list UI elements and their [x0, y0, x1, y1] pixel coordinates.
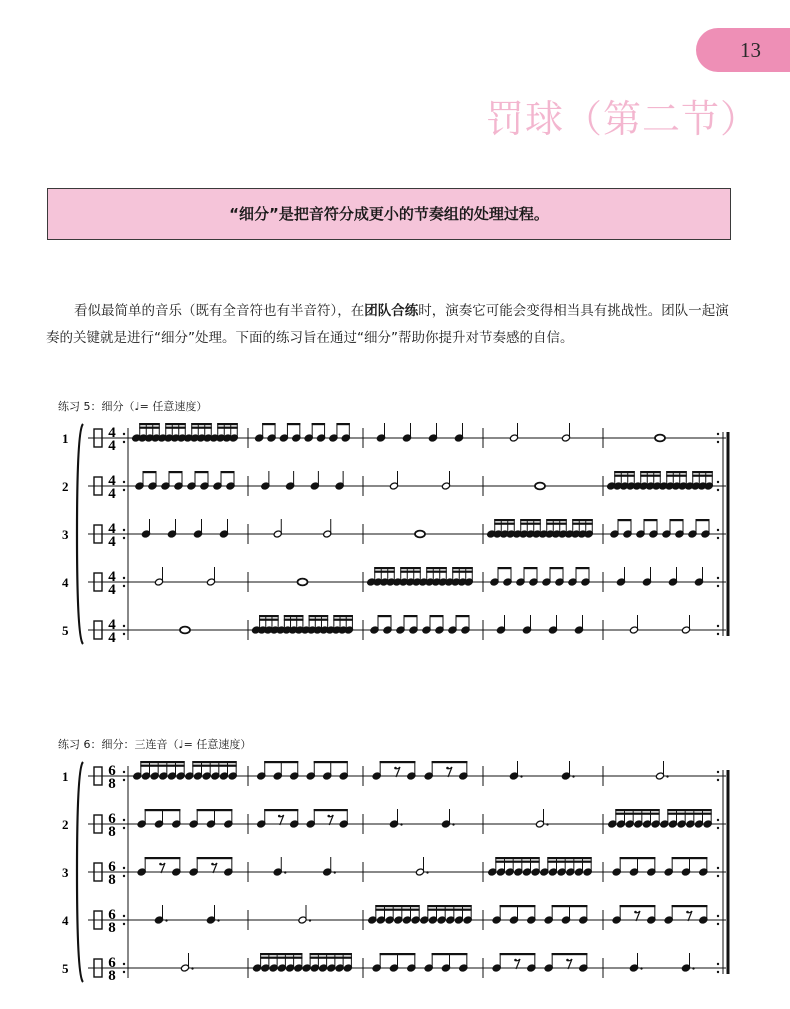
beam: [572, 519, 593, 521]
beam: [672, 905, 708, 907]
eighth-rest-dot: [211, 863, 214, 866]
beam: [221, 471, 235, 473]
augmentation-dot: [692, 967, 694, 969]
beam: [670, 519, 684, 521]
repeat-dot: [123, 537, 125, 539]
repeat-dot: [123, 585, 125, 587]
beam: [546, 519, 567, 521]
beam: [375, 905, 419, 907]
repeat-dot: [123, 441, 125, 443]
beam: [333, 619, 353, 621]
repeat-dot: [123, 971, 125, 973]
part-number: 3: [62, 865, 69, 880]
time-signature-top: 6: [108, 955, 116, 971]
staff-row-1: [62, 423, 726, 454]
repeat-dot: [717, 779, 719, 781]
augmentation-dot: [572, 775, 574, 777]
repeat-dot: [717, 441, 719, 443]
staff-row-2: [62, 471, 726, 502]
beam: [692, 471, 713, 473]
beam: [191, 423, 212, 425]
beam: [400, 571, 421, 573]
page-number-badge: [696, 28, 790, 72]
repeat-dot: [123, 827, 125, 829]
augmentation-dot: [165, 919, 167, 921]
intro-text-1: 看似最简单的音乐（既有全音符也有半音符），在: [74, 302, 365, 319]
beam: [432, 953, 468, 955]
augmentation-dot: [640, 967, 642, 969]
repeat-dot: [717, 875, 719, 877]
beam: [264, 761, 298, 763]
beam: [143, 471, 157, 473]
beam: [494, 523, 515, 525]
repeat-dot: [123, 633, 125, 635]
beam: [145, 809, 181, 811]
repeat-dot: [123, 867, 125, 869]
beam: [552, 905, 588, 907]
repeat-dot: [123, 779, 125, 781]
part-number: 2: [62, 817, 69, 832]
beam: [336, 423, 349, 425]
beam: [500, 953, 536, 955]
time-signature-bottom: 4: [108, 534, 116, 550]
beam: [195, 471, 209, 473]
beam: [667, 813, 711, 815]
beam: [140, 761, 184, 763]
intro-paragraph: [46, 298, 736, 352]
beam: [259, 619, 279, 621]
repeat-dot: [123, 923, 125, 925]
augmentation-dot: [217, 919, 219, 921]
augmentation-dot: [520, 775, 522, 777]
time-signature-top: 6: [108, 763, 116, 779]
augmentation-dot: [546, 823, 548, 825]
whole-note: [655, 435, 665, 442]
beam: [426, 567, 447, 569]
intro-text-2: 时，演奏它可能会变得相当具有挑战性。团队一起演奏的关键就是进行“细分”处理。下面的练习旨在通过“细分”帮助你提升对节奏感的自信。: [46, 302, 729, 346]
staff-row-1: [62, 761, 726, 792]
repeat-dot: [123, 529, 125, 531]
repeat-dot: [717, 537, 719, 539]
beam: [667, 809, 711, 811]
beam: [309, 615, 329, 617]
beam: [378, 615, 392, 617]
repeat-dot: [717, 625, 719, 627]
time-signature-bottom: 4: [108, 630, 116, 646]
beam: [260, 953, 302, 955]
part-number: 1: [62, 769, 69, 784]
beam: [500, 905, 536, 907]
repeat-dot: [717, 771, 719, 773]
beam: [380, 761, 416, 763]
beam: [262, 423, 275, 425]
augmentation-dot: [666, 775, 668, 777]
repeat-dot: [123, 625, 125, 627]
beam: [547, 857, 591, 859]
beam: [259, 615, 279, 617]
repeat-dot: [123, 963, 125, 965]
whole-note: [535, 483, 545, 490]
time-signature-bottom: 8: [108, 920, 116, 936]
whole-note: [298, 579, 308, 586]
time-signature-bottom: 8: [108, 776, 116, 792]
time-signature-top: 4: [108, 521, 116, 537]
beam: [287, 423, 300, 425]
beam: [618, 519, 632, 521]
repeat-dot: [123, 481, 125, 483]
staff-row-5: [62, 953, 726, 984]
beam: [192, 765, 236, 767]
beam: [696, 519, 710, 521]
time-signature-top: 6: [108, 907, 116, 923]
repeat-dot: [717, 923, 719, 925]
beam: [456, 615, 470, 617]
beam: [495, 861, 539, 863]
beam: [400, 567, 421, 569]
beam: [284, 619, 304, 621]
repeat-dot: [123, 433, 125, 435]
whole-note: [415, 531, 425, 538]
eighth-rest-dot: [394, 767, 397, 770]
section-title: 罚球（第二节）: [486, 97, 760, 141]
eighth-rest-dot: [514, 959, 517, 962]
beam: [310, 953, 352, 955]
intro-bold-term: 团队合练: [364, 302, 419, 319]
beam: [644, 519, 658, 521]
exercise-5-notation: [58, 420, 738, 668]
beam: [139, 423, 160, 425]
callout-text: “细分”是把音符分成更小的节奏组的处理过程。: [229, 205, 549, 223]
beam: [640, 471, 661, 473]
augmentation-dot: [191, 967, 193, 969]
part-number: 5: [62, 623, 69, 638]
beam: [374, 567, 395, 569]
beam: [615, 813, 659, 815]
beam: [494, 519, 515, 521]
beam: [380, 953, 416, 955]
beam: [197, 857, 233, 859]
time-signature-bottom: 4: [108, 486, 116, 502]
repeat-dot: [717, 963, 719, 965]
beam: [427, 909, 471, 911]
beam: [217, 423, 238, 425]
eighth-rest-dot: [686, 911, 689, 914]
beam: [375, 909, 419, 911]
page-number: 13: [740, 38, 761, 62]
beam: [666, 471, 687, 473]
beam: [314, 809, 348, 811]
beam: [552, 953, 588, 955]
beam: [374, 571, 395, 573]
beam: [312, 423, 325, 425]
repeat-dot: [717, 633, 719, 635]
part-number: 4: [62, 575, 69, 590]
time-signature-top: 6: [108, 811, 116, 827]
repeat-dot: [717, 481, 719, 483]
beam: [309, 619, 329, 621]
exercise-5: [58, 398, 748, 658]
beam: [495, 857, 539, 859]
beam: [452, 567, 473, 569]
beam: [314, 761, 348, 763]
beam: [140, 765, 184, 767]
staff-row-3: [62, 519, 726, 550]
beam: [191, 427, 212, 429]
beam: [192, 761, 236, 763]
beam: [217, 427, 238, 429]
repeat-dot: [123, 915, 125, 917]
time-signature-bottom: 8: [108, 824, 116, 840]
beam: [430, 615, 444, 617]
beam: [404, 615, 418, 617]
part-number: 1: [62, 431, 69, 446]
eighth-rest-dot: [327, 815, 330, 818]
beam: [546, 523, 567, 525]
time-signature-top: 4: [108, 473, 116, 489]
exercise-5-score: [58, 420, 738, 668]
beam: [284, 615, 304, 617]
staff-row-5: [62, 615, 726, 646]
beam: [524, 567, 538, 569]
repeat-dot: [717, 819, 719, 821]
beam: [576, 567, 590, 569]
beam: [614, 475, 635, 477]
beam: [547, 861, 591, 863]
definition-callout: [47, 188, 731, 240]
exercise-6-notation: [58, 758, 738, 1006]
time-signature-bottom: 8: [108, 872, 116, 888]
staff-row-4: [62, 567, 726, 598]
beam: [550, 567, 564, 569]
system-brace: [77, 424, 83, 644]
eighth-rest-dot: [634, 911, 637, 914]
repeat-dot: [717, 489, 719, 491]
beam: [615, 809, 659, 811]
time-signature-top: 4: [108, 569, 116, 585]
repeat-dot: [123, 875, 125, 877]
beam: [139, 427, 160, 429]
beam: [145, 857, 181, 859]
beam: [432, 761, 468, 763]
repeat-dot: [123, 819, 125, 821]
system-brace: [77, 762, 83, 982]
beam: [426, 571, 447, 573]
augmentation-dot: [334, 871, 336, 873]
part-number: 3: [62, 527, 69, 542]
time-signature-bottom: 4: [108, 438, 116, 454]
whole-note: [180, 627, 190, 634]
beam: [520, 519, 541, 521]
beam: [520, 523, 541, 525]
beam: [427, 905, 471, 907]
repeat-dot: [717, 577, 719, 579]
augmentation-dot: [426, 871, 428, 873]
repeat-dot: [717, 585, 719, 587]
beam: [165, 423, 186, 425]
part-number: 2: [62, 479, 69, 494]
time-signature-bottom: 4: [108, 582, 116, 598]
beam: [498, 567, 512, 569]
beam: [452, 571, 473, 573]
exercise-5-label: 练习 5：细分（♩= 任意速度）: [58, 400, 208, 413]
beam: [620, 905, 656, 907]
exercise-6: [58, 736, 748, 996]
eighth-rest-dot: [566, 959, 569, 962]
beam: [165, 427, 186, 429]
augmentation-dot: [400, 823, 402, 825]
staff-row-2: [62, 809, 726, 840]
repeat-dot: [717, 971, 719, 973]
repeat-dot: [123, 489, 125, 491]
beam: [640, 475, 661, 477]
repeat-dot: [717, 867, 719, 869]
beam: [169, 471, 183, 473]
beam: [310, 957, 352, 959]
time-signature-top: 4: [108, 425, 116, 441]
staff-row-4: [62, 905, 726, 936]
augmentation-dot: [284, 871, 286, 873]
time-signature-top: 6: [108, 859, 116, 875]
time-signature-top: 4: [108, 617, 116, 633]
eighth-rest-dot: [159, 863, 162, 866]
part-number: 5: [62, 961, 69, 976]
exercise-6-label: 练习 6：细分：三连音（♩= 任意速度）: [58, 738, 252, 751]
staff-row-3: [62, 857, 726, 888]
beam: [620, 857, 656, 859]
beam: [333, 615, 353, 617]
beam: [197, 809, 233, 811]
augmentation-dot: [452, 823, 454, 825]
repeat-dot: [717, 827, 719, 829]
beam: [666, 475, 687, 477]
beam: [264, 809, 298, 811]
repeat-dot: [717, 915, 719, 917]
time-signature-bottom: 8: [108, 968, 116, 984]
repeat-dot: [717, 433, 719, 435]
beam: [672, 857, 708, 859]
repeat-dot: [717, 529, 719, 531]
beam: [614, 471, 635, 473]
part-number: 4: [62, 913, 69, 928]
beam: [260, 957, 302, 959]
eighth-rest-dot: [278, 815, 281, 818]
beam: [692, 475, 713, 477]
augmentation-dot: [309, 919, 311, 921]
beam: [572, 523, 593, 525]
repeat-dot: [123, 771, 125, 773]
repeat-dot: [123, 577, 125, 579]
exercise-6-score: [58, 758, 738, 1006]
eighth-rest-dot: [446, 767, 449, 770]
